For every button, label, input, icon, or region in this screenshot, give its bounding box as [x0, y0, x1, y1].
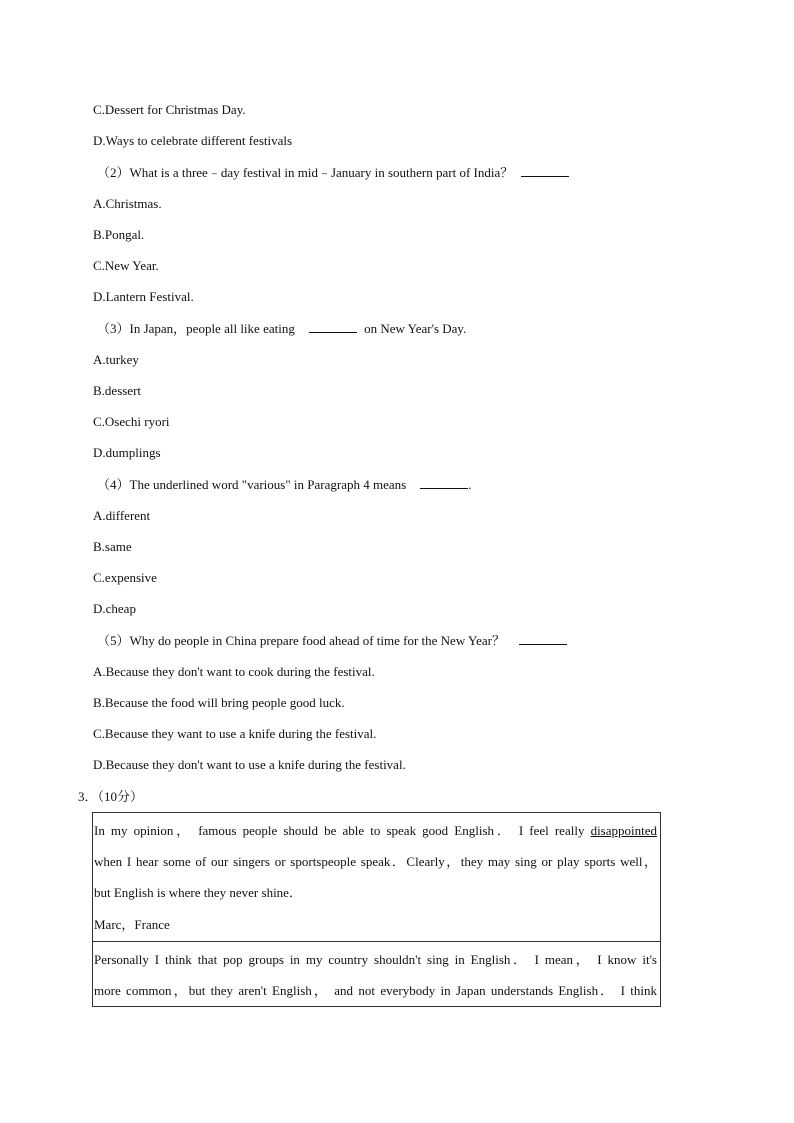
q2-option-a: A.Christmas.: [93, 196, 162, 211]
box1-line1: [94, 822, 657, 840]
q5-option-a: A.Because they don't want to cook during the festival.: [93, 664, 375, 679]
passage-box-marc: [92, 812, 661, 942]
box2-line2: more common，but they aren't English， and not everybody in Japan understands English． I think: [94, 983, 657, 998]
q1-option-d: D.Ways to celebrate different festivals: [93, 133, 293, 148]
q3-option-b: B.dessert: [93, 383, 142, 398]
box1-line3: but English is where they never shine．: [94, 885, 302, 900]
q4-stem-after: .: [468, 477, 472, 492]
q4-answer-blank[interactable]: [420, 476, 468, 489]
q5-stem-text: （5）Why do people in China prepare food ahead of time for the New Year？: [97, 633, 505, 648]
box1-line2: when I hear some of our singers or sportspeople speak．Clearly，they may sing or play sports well，: [94, 854, 657, 869]
q2-option-b: B.Pongal.: [93, 227, 145, 242]
q4-option-d: D.cheap: [93, 601, 136, 616]
underlined-word: disappointed: [590, 823, 657, 838]
q4-option-a: A.different: [93, 508, 151, 523]
q4-option-c: C.expensive: [93, 570, 157, 585]
q5-option-b: B.Because the food will bring people good luck.: [93, 695, 345, 710]
q4-stem-text: （4）The underlined word "various" in Paragraph 4 means: [97, 477, 407, 492]
section-3-title: 3．（10分）: [78, 789, 144, 804]
q2-option-d: D.Lantern Festival.: [93, 289, 194, 304]
q5-answer-blank[interactable]: [519, 632, 567, 645]
q2-stem: [97, 164, 569, 182]
q3-stem: [97, 320, 466, 338]
q3-stem-text: （3）In Japan，people all like eating: [97, 321, 295, 336]
q3-option-a: A.turkey: [93, 352, 139, 367]
q5-option-d: D.Because they don't want to use a knife during the festival.: [93, 757, 406, 772]
passage-box-japan: [92, 941, 661, 1007]
q3-option-c: C.Osechi ryori: [93, 414, 170, 429]
q3-answer-blank[interactable]: [309, 320, 357, 333]
q3-option-d: D.dumplings: [93, 445, 161, 460]
q5-stem: [97, 632, 567, 650]
box1-signature: Marc，France: [94, 917, 170, 932]
q1-option-c: C.Dessert for Christmas Day.: [93, 102, 246, 117]
q2-option-c: C.New Year.: [93, 258, 159, 273]
q2-stem-text: （2）What is a three﹣day festival in mid﹣January in southern part of India？: [97, 165, 514, 180]
q4-stem: [97, 476, 471, 494]
q2-answer-blank[interactable]: [521, 164, 569, 177]
box2-line1: Personally I think that pop groups in my country shouldn't sing in English． I mean， I know it's: [94, 952, 657, 967]
q4-option-b: B.same: [93, 539, 132, 554]
q3-stem-after: on New Year's Day.: [364, 321, 467, 336]
q5-option-c: C.Because they want to use a knife during the festival.: [93, 726, 377, 741]
box1-line1-text: In my opinion， famous people should be able to speak good English． I feel really: [94, 823, 585, 838]
